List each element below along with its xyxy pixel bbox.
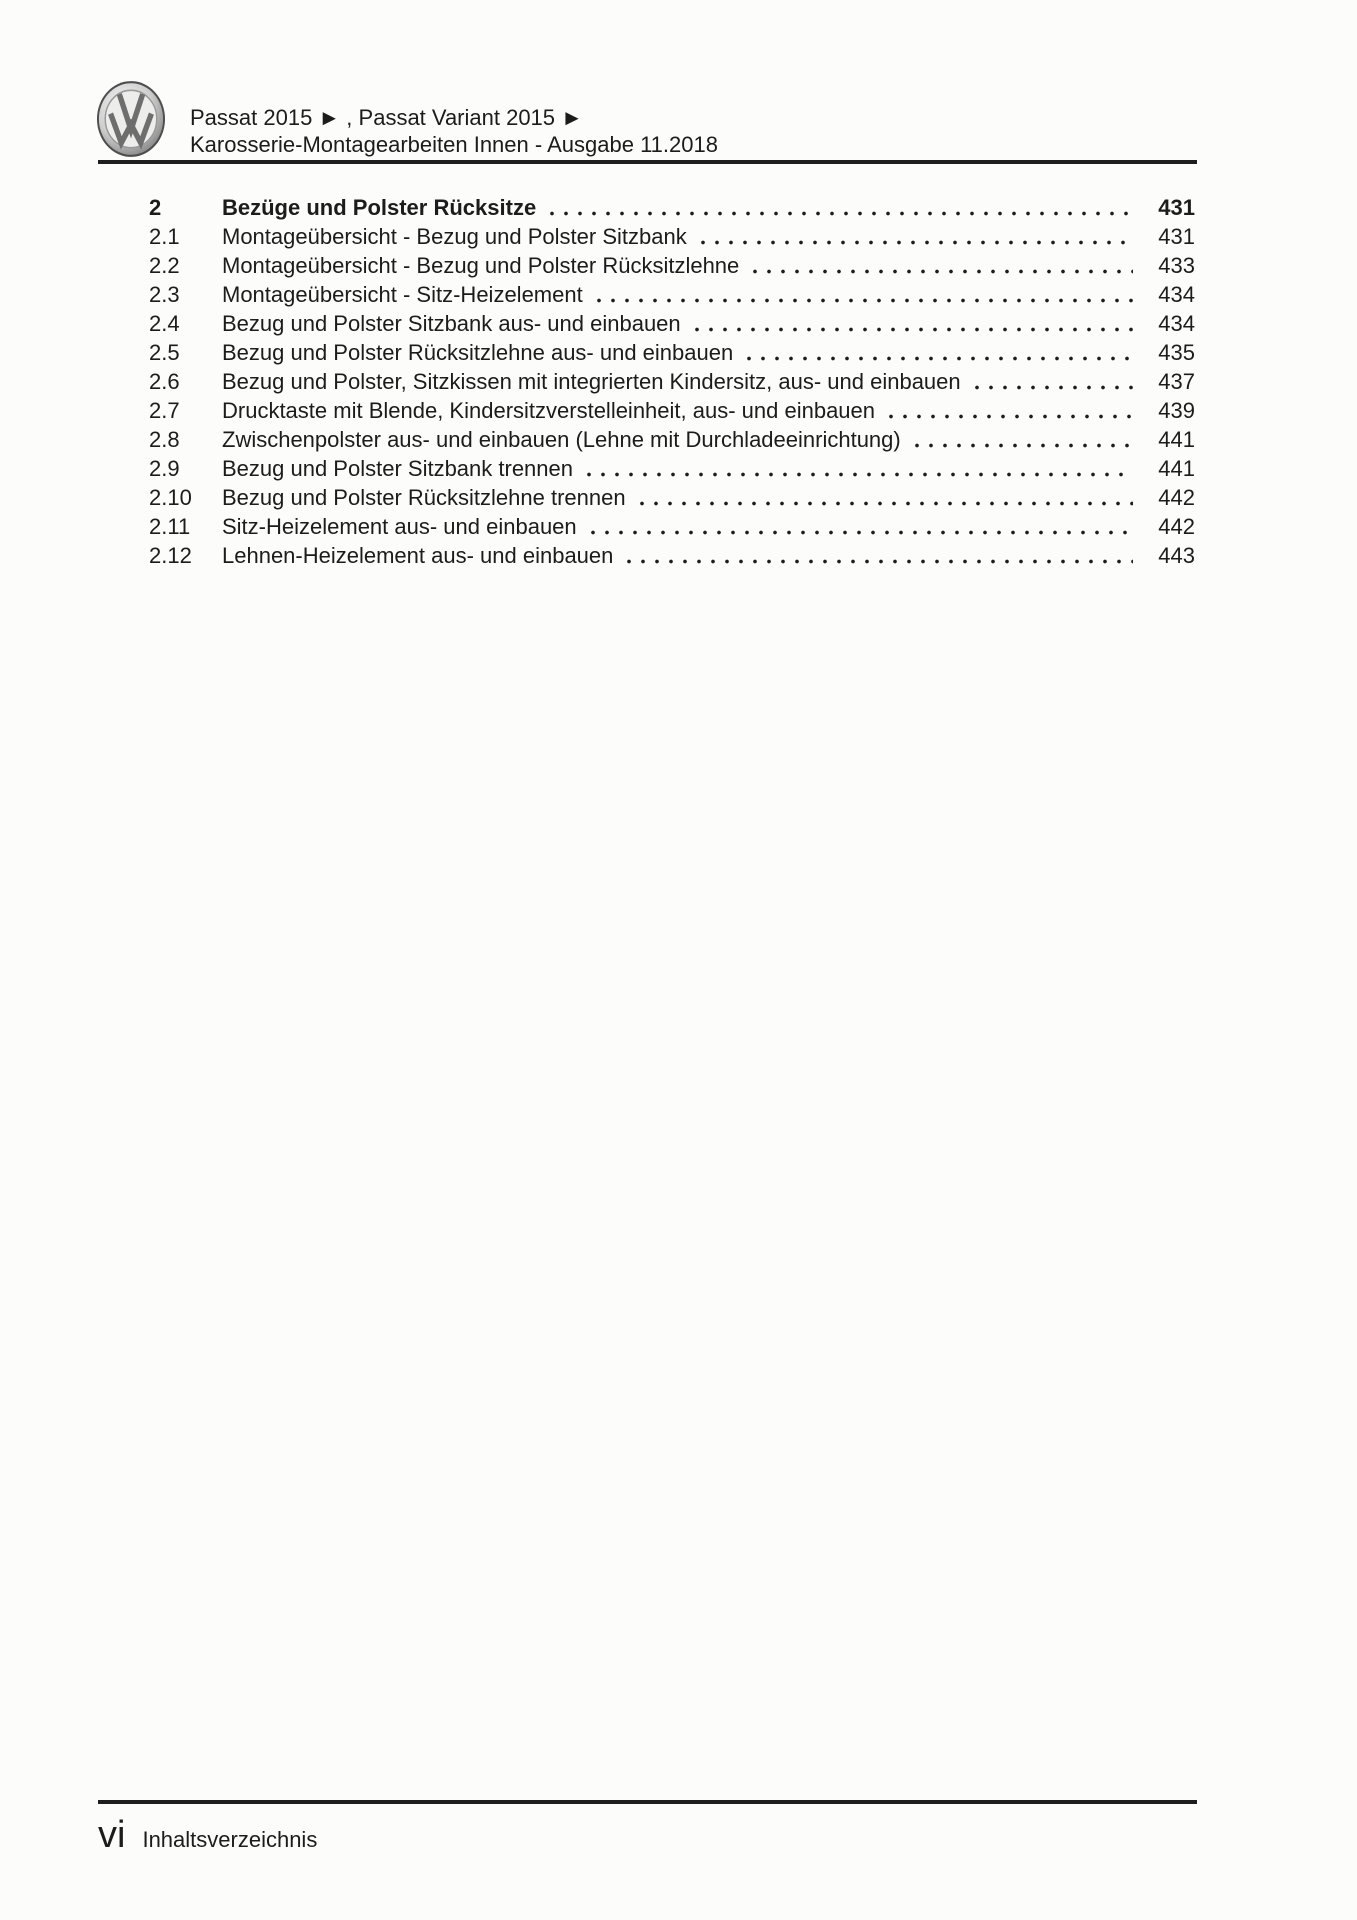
toc-row [149,454,1195,483]
toc-dot-leader [753,251,1133,280]
toc-page-number: 443 [1158,543,1195,568]
toc-page-number: 442 [1158,514,1195,539]
toc-row [149,396,1195,425]
vw-logo-icon [96,80,166,158]
toc-dot-leader [597,280,1133,309]
toc-dot-leader [627,541,1133,570]
toc-dot-leader [889,396,1133,425]
toc-row [149,367,1195,396]
toc-row [149,425,1195,454]
toc-entry-title: Montageübersicht - Bezug und Polster Rücksitzlehne [222,253,740,278]
toc-dot-leader [975,367,1133,396]
toc-section-number: 2.6 [149,369,180,394]
toc-row [149,280,1195,309]
toc-entry-title: Bezug und Polster Rücksitzlehne aus- und einbauen [222,340,734,365]
toc-dot-leader [695,309,1133,338]
toc-entry-title: Bezug und Polster Sitzbank trennen [222,456,574,481]
toc-section-number: 2.10 [149,485,192,510]
footer-section-label: Inhaltsverzeichnis [142,1827,318,1852]
footer-divider [98,1800,1197,1804]
toc-entry-title: Montageübersicht - Sitz-Heizelement [222,282,583,307]
toc-row [149,251,1195,280]
toc-page-number: 441 [1158,427,1195,452]
toc-dot-leader [915,425,1133,454]
toc-section-number: 2.9 [149,456,180,481]
toc-page-number: 434 [1158,311,1195,336]
toc-section-number: 2.11 [149,514,191,539]
toc-dot-leader [550,193,1133,222]
toc-page-number: 442 [1158,485,1195,510]
header-divider [98,160,1197,164]
toc-entry-title: Bezug und Polster Sitzbank aus- und einbauen [222,311,681,336]
toc-dot-leader [747,338,1133,367]
toc-row [149,193,1195,222]
toc-page-number: 437 [1158,369,1195,394]
toc-dot-leader [640,483,1133,512]
toc-section-number: 2.12 [149,543,192,568]
page-header [190,104,718,158]
toc-row [149,483,1195,512]
toc-page-number: 435 [1158,340,1195,365]
toc-page-number: 431 [1158,195,1195,220]
toc-page-number: 434 [1158,282,1195,307]
toc-section-number: 2.2 [149,253,180,278]
toc-entry-title: Montageübersicht - Bezug und Polster Sitzbank [222,224,687,249]
toc-section-number: 2.7 [149,398,180,423]
toc-entry-title: Bezug und Polster Rücksitzlehne trennen [222,485,626,510]
toc-entry-title: Bezug und Polster, Sitzkissen mit integrierten Kindersitz, aus- und einbauen [222,369,961,394]
toc-entry-title: Zwischenpolster aus- und einbauen (Lehne mit Durchladeeinrichtung) [222,427,901,452]
toc-row [149,541,1195,570]
toc-dot-leader [591,512,1133,541]
toc-entry-title: Bezüge und Polster Rücksitze [222,195,537,220]
toc-page-number: 439 [1158,398,1195,423]
toc-entry-title: Sitz-Heizelement aus- und einbauen [222,514,577,539]
toc-row [149,512,1195,541]
toc-entry-title: Drucktaste mit Blende, Kindersitzverstelleinheit, aus- und einbauen [222,398,876,423]
toc-section-number: 2.5 [149,340,180,365]
toc-section-number: 2 [149,195,162,220]
toc-section-number: 2.4 [149,311,180,336]
toc-section-number: 2.8 [149,427,180,452]
page-footer [98,1814,317,1857]
page-number-roman: vi [98,1814,126,1856]
toc-dot-leader [587,454,1133,483]
toc-page-number: 431 [1158,224,1195,249]
toc-row [149,222,1195,251]
toc-section-number: 2.3 [149,282,180,307]
toc-page-number: 433 [1158,253,1195,278]
header-title-line2: Karosserie-Montagearbeiten Innen - Ausgabe 11.2018 [190,132,718,157]
toc-dot-leader [701,222,1133,251]
table-of-contents [149,193,1195,570]
toc-row [149,309,1195,338]
header-title-line1: Passat 2015 ► , Passat Variant 2015 ► [190,105,583,130]
toc-section-number: 2.1 [149,224,180,249]
toc-row [149,338,1195,367]
toc-page-number: 441 [1158,456,1195,481]
toc-entry-title: Lehnen-Heizelement aus- und einbauen [222,543,614,568]
